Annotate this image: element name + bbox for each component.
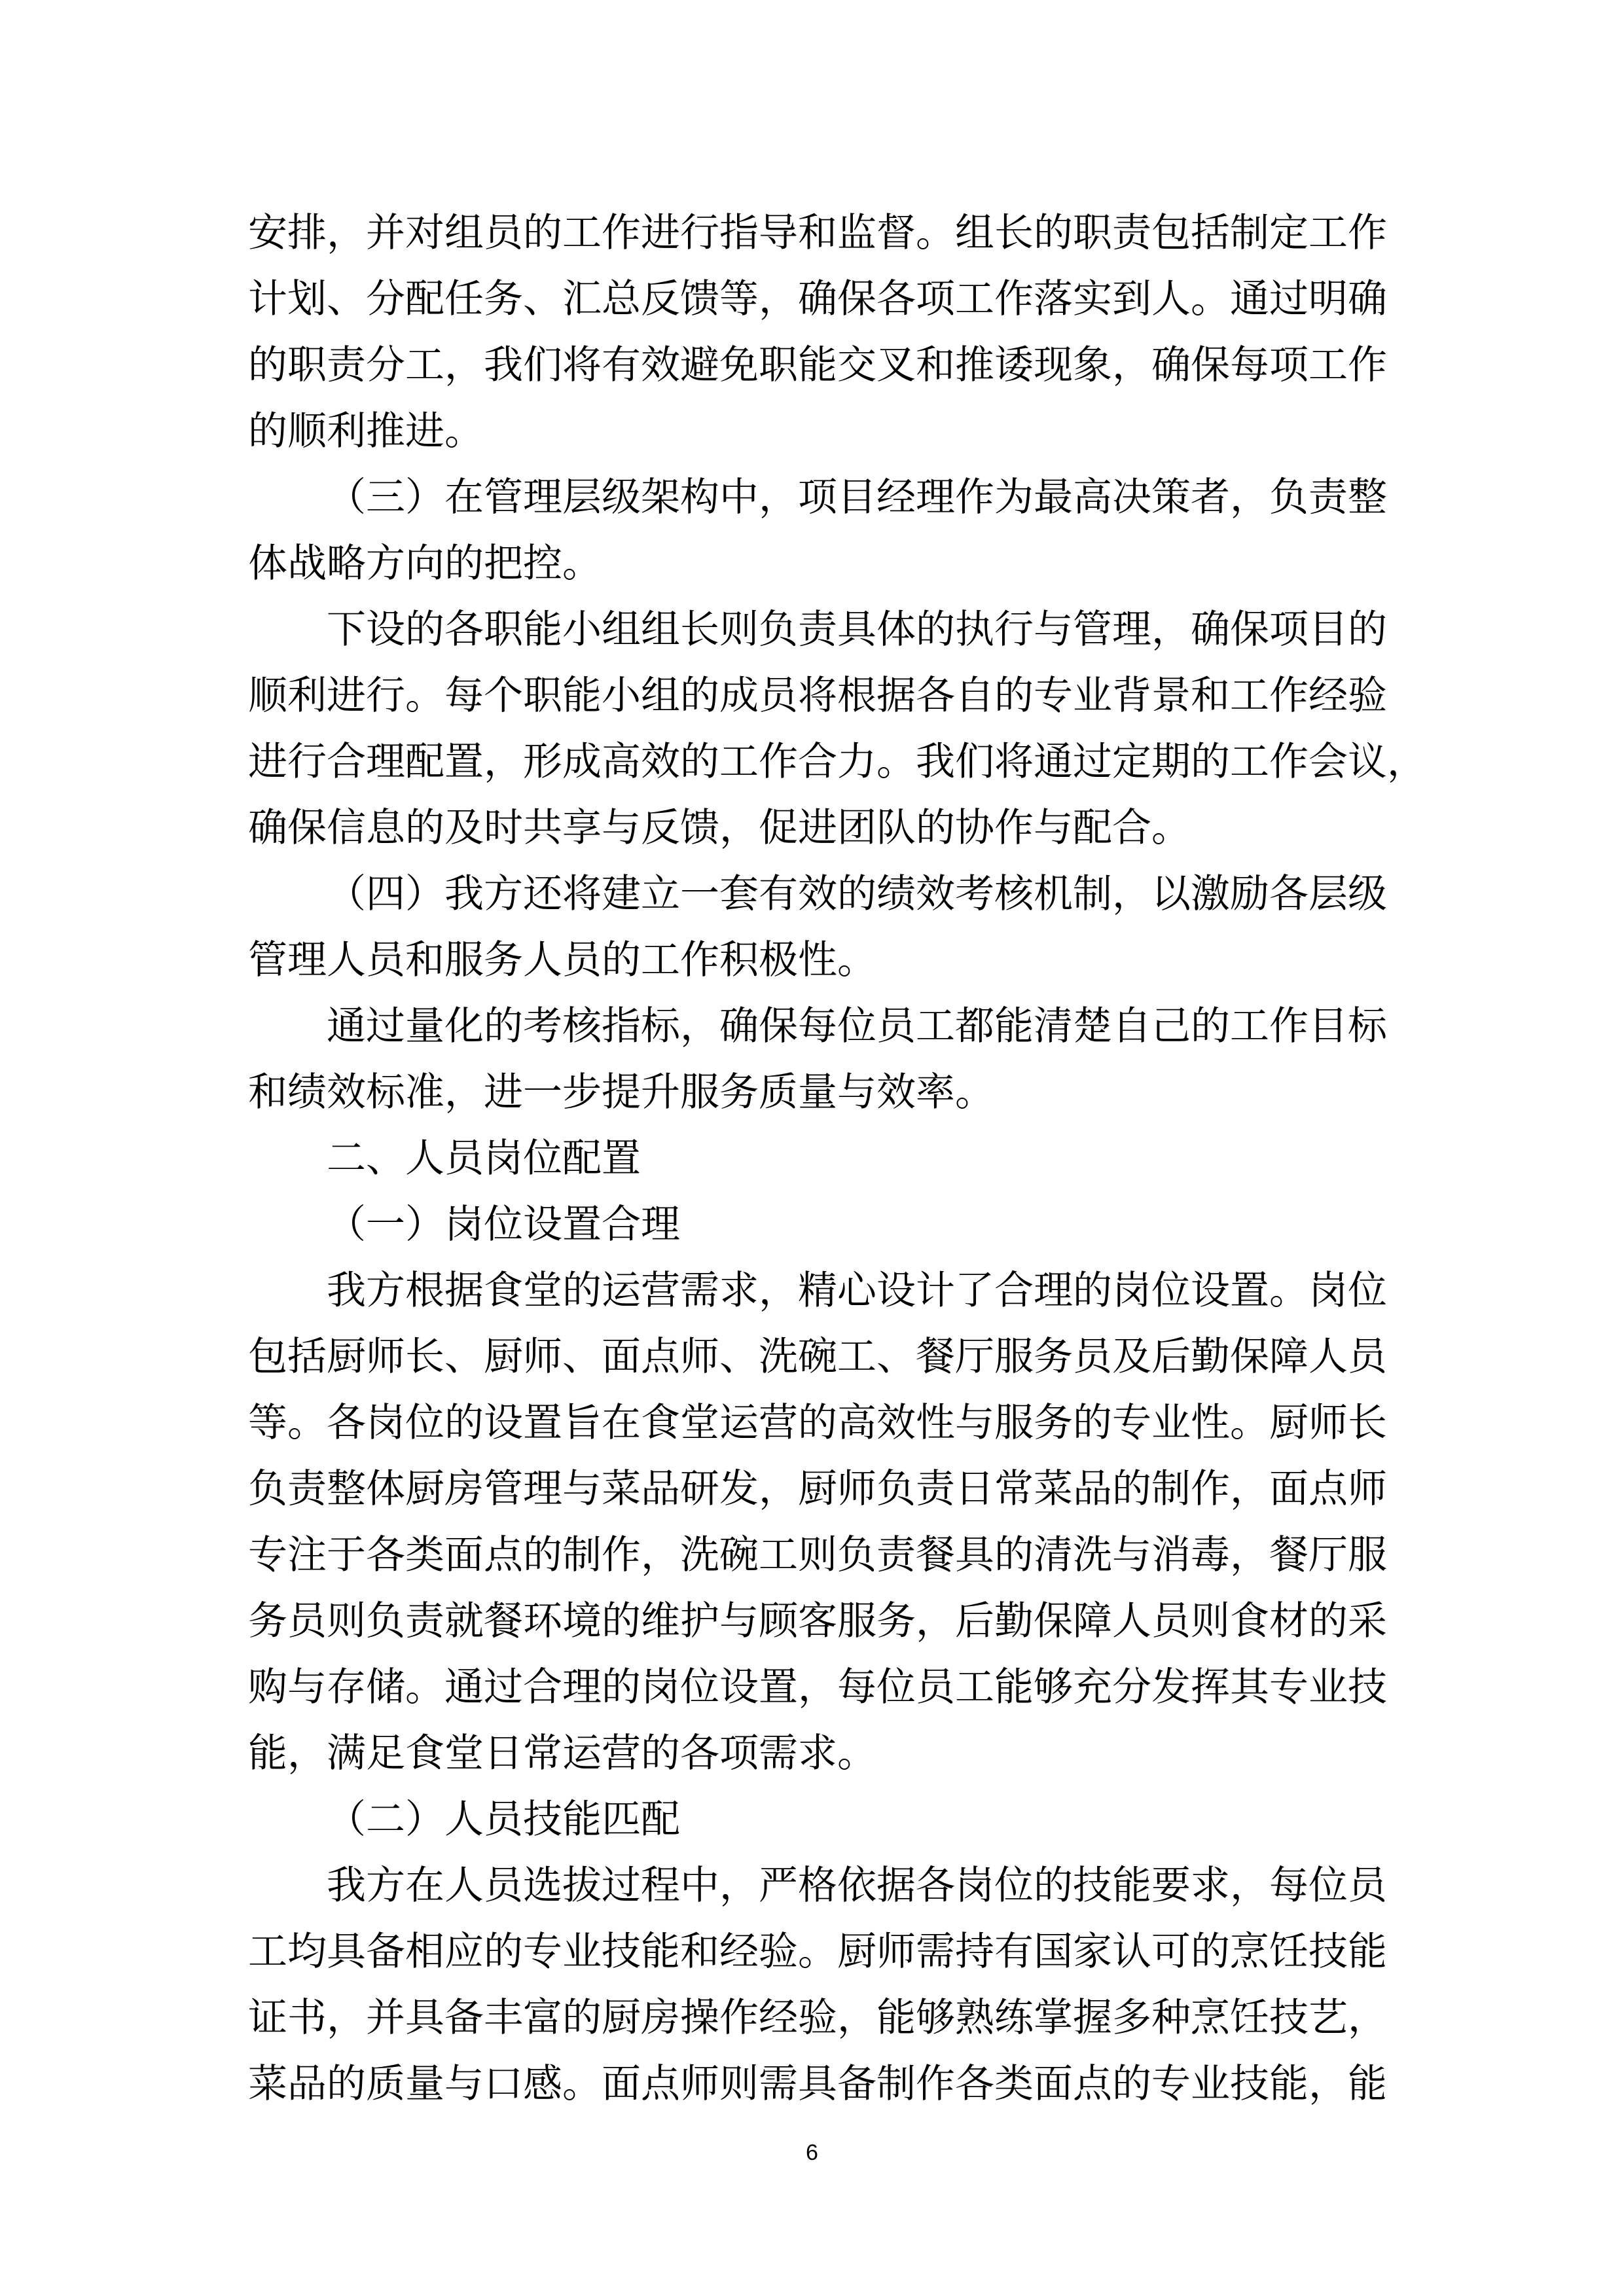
text-line: 和绩效标准，进一步提升服务质量与效率。 bbox=[248, 1069, 994, 1115]
text-line: 我方根据食堂的运营需求，精心设计了合理的岗位设置。岗位 bbox=[327, 1268, 1387, 1314]
text-line: （四）我方还将建立一套有效的绩效考核机制，以激励各层级 bbox=[327, 871, 1387, 917]
text-line: （二）人员技能匹配 bbox=[327, 1797, 680, 1842]
text-line: 的职责分工，我们将有效避免职能交叉和推诿现象，确保每项工作 bbox=[248, 342, 1387, 388]
text-line: 通过量化的考核指标，确保每位员工都能清楚自己的工作目标 bbox=[327, 1003, 1387, 1049]
text-line: 二、人员岗位配置 bbox=[327, 1136, 641, 1181]
text-line: 专注于各类面点的制作，洗碗工则负责餐具的清洗与消毒，餐厅服 bbox=[248, 1532, 1387, 1578]
text-line: 菜品的质量与口感。面点师则需具备制作各类面点的专业技能，能 bbox=[248, 2061, 1387, 2107]
text-line: 等。各岗位的设置旨在食堂运营的高效性与服务的专业性。厨师长 bbox=[248, 1400, 1387, 1446]
text-line: 安排，并对组员的工作进行指导和监督。组长的职责包括制定工作 bbox=[248, 210, 1387, 256]
text-line: 下设的各职能小组组长则负责具体的执行与管理，确保项目的 bbox=[327, 607, 1387, 653]
text-line: 管理人员和服务人员的工作积极性。 bbox=[248, 937, 876, 983]
text-line: 负责整体厨房管理与菜品研发，厨师负责日常菜品的制作，面点师 bbox=[248, 1466, 1387, 1512]
text-line: （三）在管理层级架构中，项目经理作为最高决策者，负责整 bbox=[327, 475, 1387, 520]
text-line: 确保信息的及时共享与反馈，促进团队的协作与配合。 bbox=[248, 805, 1191, 851]
text-line: 能，满足食堂日常运营的各项需求。 bbox=[248, 1731, 876, 1776]
text-line: 务员则负责就餐环境的维护与顾客服务，后勤保障人员则食材的采 bbox=[248, 1598, 1387, 1644]
text-line: 证书，并具备丰富的厨房操作经验，能够熟练掌握多种烹饪技艺， bbox=[248, 1995, 1387, 2041]
text-line: 体战略方向的把控。 bbox=[248, 541, 602, 586]
text-line: （一）岗位设置合理 bbox=[327, 1202, 680, 1247]
text-line: 的顺利推进。 bbox=[248, 408, 484, 454]
text-line: 进行合理配置，形成高效的工作合力。我们将通过定期的工作会议， bbox=[248, 739, 1426, 785]
text-line: 包括厨师长、厨师、面点师、洗碗工、餐厅服务员及后勤保障人员 bbox=[248, 1334, 1387, 1380]
page-number: 6 bbox=[806, 2140, 818, 2165]
text-line: 购与存储。通过合理的岗位设置，每位员工能够充分发挥其专业技 bbox=[248, 1664, 1387, 1710]
text-line: 工均具备相应的专业技能和经验。厨师需持有国家认可的烹饪技能 bbox=[248, 1929, 1387, 1975]
text-line: 我方在人员选拔过程中，严格依据各岗位的技能要求，每位员 bbox=[327, 1863, 1387, 1909]
text-line: 计划、分配任务、汇总反馈等，确保各项工作落实到人。通过明确 bbox=[248, 276, 1387, 322]
text-line: 顺利进行。每个职能小组的成员将根据各自的专业背景和工作经验 bbox=[248, 673, 1387, 719]
